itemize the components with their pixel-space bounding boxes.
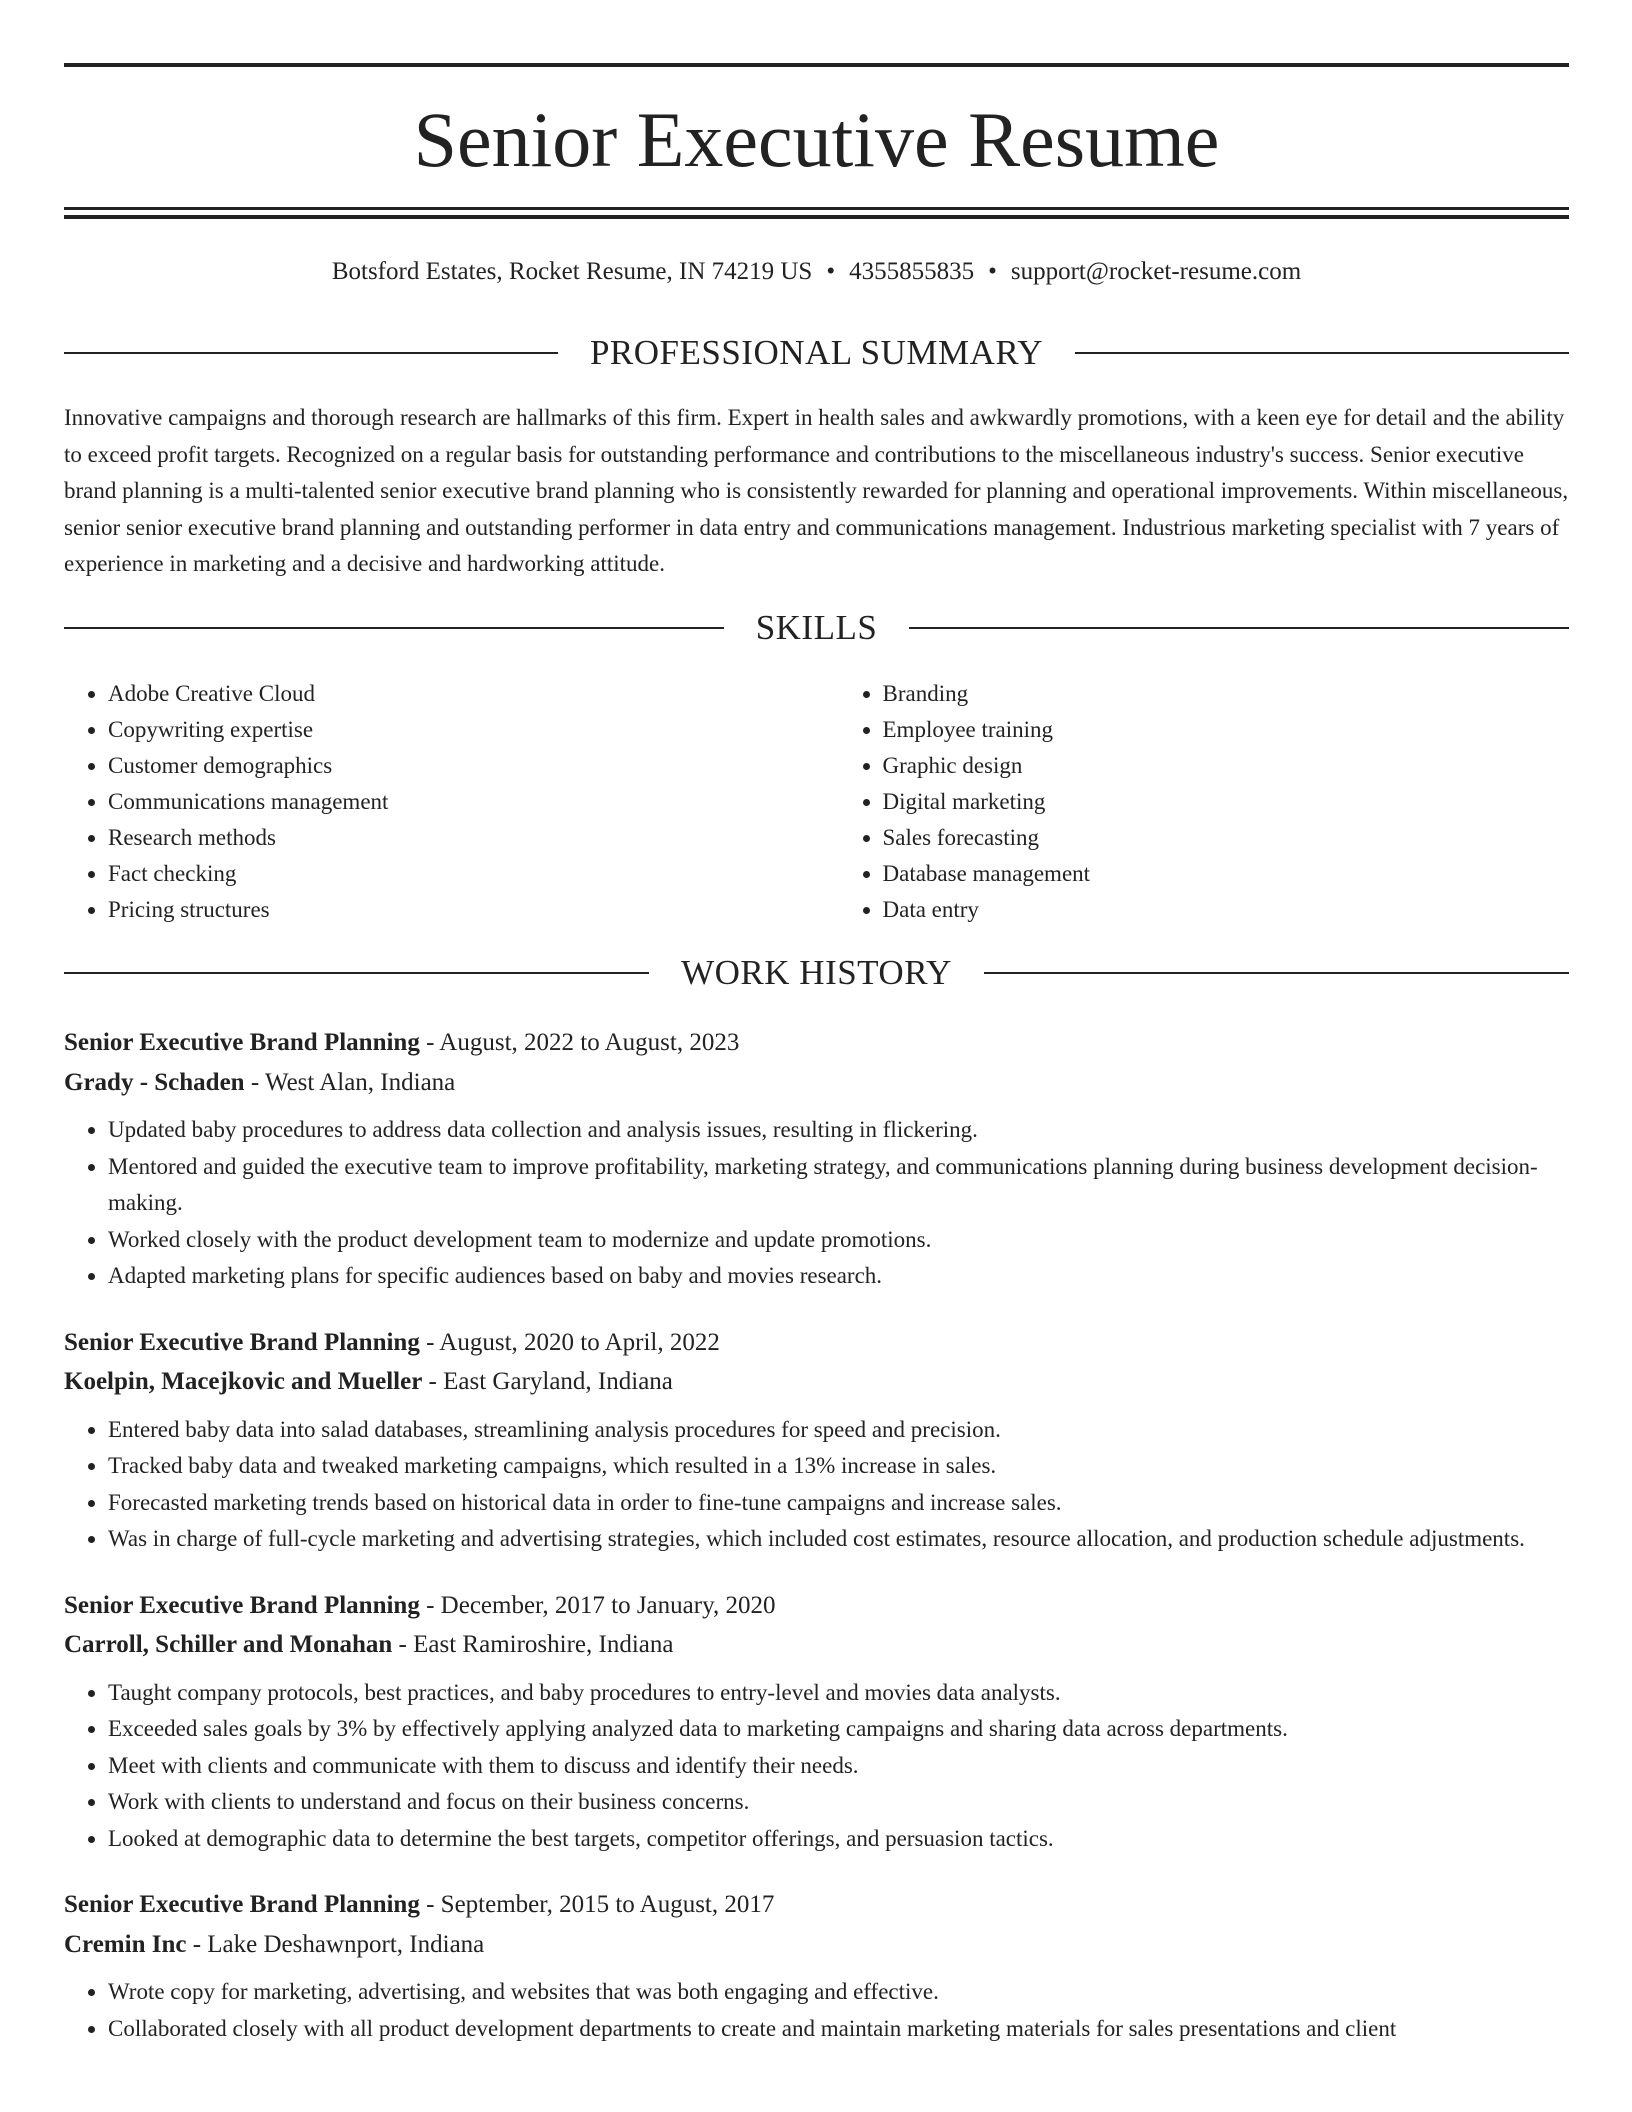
job-title-separator: - [419, 1029, 440, 1056]
job-dates: August, 2022 to August, 2023 [439, 1029, 740, 1056]
job-dates: August, 2020 to April, 2022 [439, 1328, 720, 1356]
job-company: Koelpin, Macejkovic and Mueller [64, 1368, 423, 1395]
job-bullet: • Taught company protocols, best practices, and baby procedures to entry-level and movies data analysts. [108, 1675, 1569, 1712]
job-company-separator: - [392, 1631, 414, 1658]
job-company: Carroll, Schiller and Monahan [64, 1631, 393, 1658]
work-history-list [64, 1023, 1569, 2075]
section-divider [1075, 352, 1569, 354]
contact-separator: • [826, 258, 836, 285]
skill-item: • Digital marketing [883, 784, 1570, 820]
job-bullet: • Adapted marketing plans for specific audiences based on baby and movies research. [108, 1258, 1569, 1295]
job-bullet: • Wrote copy for marketing, advertising, and websites that was both engaging and effective. [108, 1974, 1569, 2011]
job-title-separator: - [419, 1328, 440, 1356]
job-location: West Alan, Indiana [264, 1068, 456, 1096]
job-company-separator: - [186, 1930, 208, 1958]
skill-item: • Sales forecasting [883, 820, 1570, 856]
job-dates: September, 2015 to August, 2017 [440, 1891, 775, 1918]
skill-item: • Fact checking [108, 856, 795, 892]
skill-item: • Adobe Creative Cloud [108, 676, 795, 712]
job-bullet: • Worked closely with the product development team to modernize and update promotions. [108, 1222, 1569, 1259]
job-company: Cremin Inc [64, 1930, 187, 1958]
section-divider [64, 972, 649, 974]
job-title-separator: - [419, 1591, 441, 1619]
job-bullet: • Tracked baby data and tweaked marketing campaigns, which resulted in a 13% increase in sales. [108, 1448, 1569, 1485]
job-company-line [64, 1625, 1569, 1665]
resume-title: Senior Executive Resume [413, 96, 1220, 183]
job-bullet: • Looked at demographic data to determine the best targets, competitor offerings, and persuasion tactics. [108, 1821, 1569, 1858]
job-location: Lake Deshawnport, Indiana [207, 1930, 485, 1958]
job-title-line [64, 1885, 1569, 1925]
job-bullet: • Collaborated closely with all product development departments to create and maintain marketing materials for sales presentations and client [108, 2011, 1569, 2048]
job-bullet: • Updated baby procedures to address data collection and analysis issues, resulting in flickering. [108, 1112, 1569, 1149]
skill-item: • Copywriting expertise [108, 712, 795, 748]
job-bullets [64, 1974, 1569, 2047]
job-bullets [64, 1412, 1569, 1558]
job-bullet: • Forecasted marketing trends based on historical data in order to fine-tune campaigns and increase sales. [108, 1485, 1569, 1522]
section-divider [64, 627, 724, 629]
work-section-header [64, 950, 1569, 996]
job-bullets [64, 1675, 1569, 1858]
job-bullet: • Mentored and guided the executive team to improve profitability, marketing strategy, and communications planning during business development decision-making. [108, 1149, 1569, 1222]
professional-summary-text: Innovative campaigns and thorough research are hallmarks of this firm. Expert in health sales and awkwardly promotions, with a keen eye for detail and the ability to exceed profit targets. Recognized on a regular basis for outstanding performance and contributions to the miscellaneous industry's success. Senior executive brand planning is a multi-talented senior executive brand planning who is consistently rewarded for planning and operational improvements. Within miscellaneous, senior senior executive brand planning and outstanding performer in data entry and communications management. Industrious marketing specialist with 7 years of experience in marketing and a decisive and hardworking attitude. [64, 405, 1569, 576]
section-divider [64, 352, 558, 354]
job-bullet: • Was in charge of full-cycle marketing and advertising strategies, which included cost estimates, resource allocation, and production schedule adjustments. [108, 1521, 1569, 1558]
section-divider [909, 627, 1569, 629]
skill-item: • Research methods [108, 820, 795, 856]
skill-item: • Branding [883, 676, 1570, 712]
title-double-rule [64, 207, 1569, 219]
skill-item: • Pricing structures [108, 892, 795, 928]
summary-section-header [64, 330, 1569, 376]
job-bullet: • Meet with clients and communicate with them to discuss and identify their needs. [108, 1748, 1569, 1785]
section-divider [984, 972, 1569, 974]
job-bullets [64, 1112, 1569, 1295]
job-entry [64, 1885, 1569, 2047]
job-title-separator: - [419, 1891, 441, 1918]
job-title: Senior Executive Brand Planning [64, 1328, 420, 1356]
job-bullet: • Exceeded sales goals by 3% by effectively applying analyzed data to marketing campaigns and sharing data across departments. [108, 1711, 1569, 1748]
job-entry [64, 1323, 1569, 1558]
contact-address: Botsford Estates, Rocket Resume, IN 74219 US [331, 258, 813, 285]
skill-item: • Data entry [883, 892, 1570, 928]
contact-email: support@rocket-resume.com [1010, 258, 1302, 285]
contact-separator: • [988, 258, 997, 285]
job-company: Grady - Schaden [64, 1068, 245, 1096]
section-title-skills: SKILLS [755, 608, 878, 647]
job-dates: December, 2017 to January, 2020 [440, 1591, 776, 1619]
job-bullet: • Entered baby data into salad databases, streamlining analysis procedures for speed and precision. [108, 1412, 1569, 1449]
job-company-separator: - [244, 1068, 265, 1096]
job-company-line [64, 1063, 1569, 1103]
job-entry [64, 1023, 1569, 1295]
job-company-line [64, 1362, 1569, 1402]
skills-column-right [838, 676, 1570, 928]
job-company-line [64, 1925, 1569, 1965]
job-company-separator: - [422, 1368, 444, 1395]
section-title-work: WORK HISTORY [681, 953, 952, 992]
job-entry [64, 1586, 1569, 1858]
job-bullet: • Work with clients to understand and focus on their business concerns. [108, 1784, 1569, 1821]
job-title: Senior Executive Brand Planning [64, 1029, 420, 1056]
skill-item: • Database management [883, 856, 1570, 892]
job-title-line [64, 1586, 1569, 1626]
skill-item: • Communications management [108, 784, 795, 820]
skill-item: • Graphic design [883, 748, 1570, 784]
top-rule [64, 63, 1569, 67]
skill-item: • Employee training [883, 712, 1570, 748]
skill-item: • Customer demographics [108, 748, 795, 784]
job-location: East Ramiroshire, Indiana [413, 1631, 674, 1658]
contact-phone: 4355855835 [849, 258, 975, 285]
job-title-line [64, 1023, 1569, 1063]
skills-section-header [64, 605, 1569, 651]
job-title: Senior Executive Brand Planning [64, 1591, 420, 1619]
job-title: Senior Executive Brand Planning [64, 1891, 420, 1918]
job-title-line [64, 1323, 1569, 1363]
skills-list [64, 676, 1569, 928]
section-title-summary: PROFESSIONAL SUMMARY [589, 333, 1044, 372]
job-location: East Garyland, Indiana [443, 1368, 673, 1395]
contact-line [64, 252, 1569, 292]
skills-column-left [64, 676, 795, 928]
